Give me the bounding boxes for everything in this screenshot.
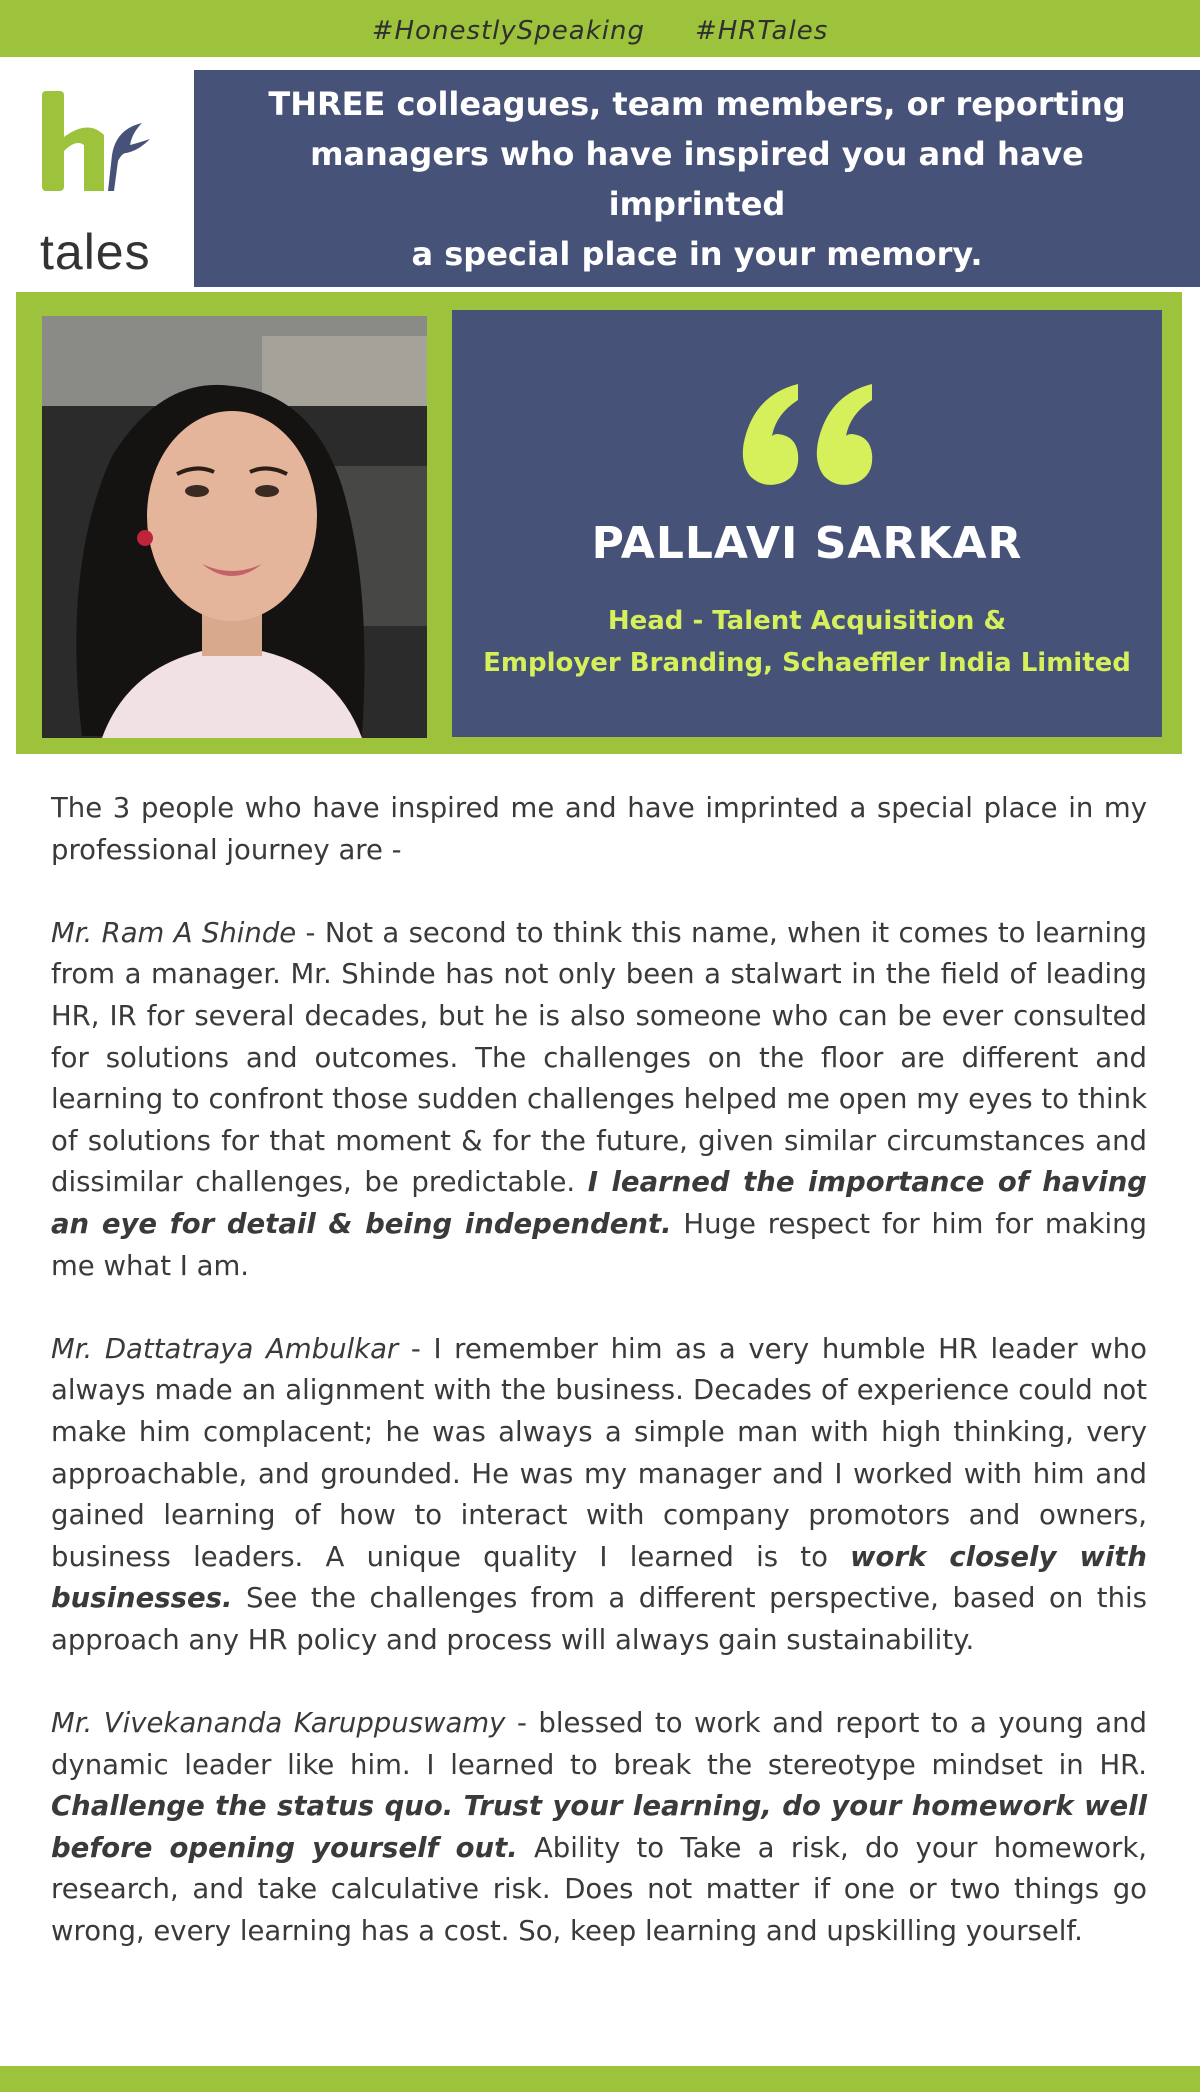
entry-text: - I remember him as a very humble HR leader who always made an alignment with the business. Decades of experience could not make him complacent; he was always a simple man with high thinking, very approachable, and grounded. He was my manager and I worked with him and gained learning of how to interact with company promotors and owners, business leaders. A unique quality I learned is to (51, 1332, 1148, 1573)
entry-text: See the challenges from a different perspective, based on this approach any HR policy and process will always gain sustainability. (51, 1582, 1147, 1656)
entry-text: Ability to Take a risk, do your homework, research, and take calculative risk. Does not matter if one or two things go wrong, every learning has a cost. So, keep learning and upskilling yourself. (51, 1831, 1147, 1948)
logo-wordmark: tales (40, 224, 151, 280)
entry-highlight: Challenge the status quo. Trust your learning, do your homework well before opening yourself out. (51, 1790, 1147, 1864)
entry-text: Huge respect for him for making me what I am. (51, 1207, 1147, 1282)
intro-paragraph: The 3 people who have inspired me and have imprinted a special place in my professional journey are - (51, 792, 1147, 866)
profile-name: PALLAVI SARKAR (591, 518, 1023, 569)
topic-line-2: managers who have inspired you and have imprinted (310, 134, 1084, 223)
entry-paragraph (51, 1703, 1147, 1953)
hashtag-honestly-speaking: #HonestlySpeaking (371, 16, 645, 46)
quote-panel (452, 310, 1162, 737)
entry-paragraph (51, 913, 1147, 1287)
role-line-2: Employer Branding, Schaeffler India Limited (483, 648, 1131, 678)
hashtag-hrtales: #HRTales (695, 16, 829, 46)
entry-highlight: work closely with businesses. (51, 1540, 1148, 1615)
role-line-1: Head - Talent Acquisition & (607, 606, 1007, 636)
entry-person-name: Mr. Vivekananda Karuppuswamy (51, 1707, 506, 1740)
profile-photo (42, 316, 427, 738)
entry-person-name: Mr. Ram A Shinde (51, 916, 297, 949)
hashtag-bar (0, 0, 1200, 62)
topic-header (194, 70, 1200, 287)
entry-person-name: Mr. Dattatraya Ambulkar (51, 1332, 399, 1365)
article-body (51, 788, 1147, 1953)
footer-bar (0, 2066, 1200, 2092)
topic-question (257, 79, 1137, 279)
topic-line-3: a special place in your memory. (411, 234, 983, 273)
profile-role (452, 600, 1162, 684)
entry-highlight: I learned the importance of having an eye for detail & being independent. (51, 1166, 1147, 1240)
entry-text: - Not a second to think this name, when it comes to learning from a manager. Mr. Shinde has not only been a stalwart in the field of leading HR, IR for several decades, but he is also someone who can be ever consulted for solutions and outcomes. The challenges on the floor are different and learning to confront those sudden challenges helped me open my eyes to think of solutions for that moment & for the future, given similar circumstances and dissimilar challenges, be predictable. (51, 916, 1147, 1199)
hr-logo-mark-icon (38, 89, 158, 199)
hrtales-logo (0, 67, 194, 287)
profile-card (16, 292, 1182, 754)
entry-paragraph (51, 1329, 1147, 1662)
topic-line-1: THREE colleagues, team members, or reporting (268, 84, 1126, 123)
entry-text: - blessed to work and report to a young and dynamic leader like him. I learned to break the stereotype mindset in HR. (51, 1707, 1147, 1781)
portrait-illustration (42, 316, 427, 738)
quote-mark-icon (738, 384, 880, 488)
